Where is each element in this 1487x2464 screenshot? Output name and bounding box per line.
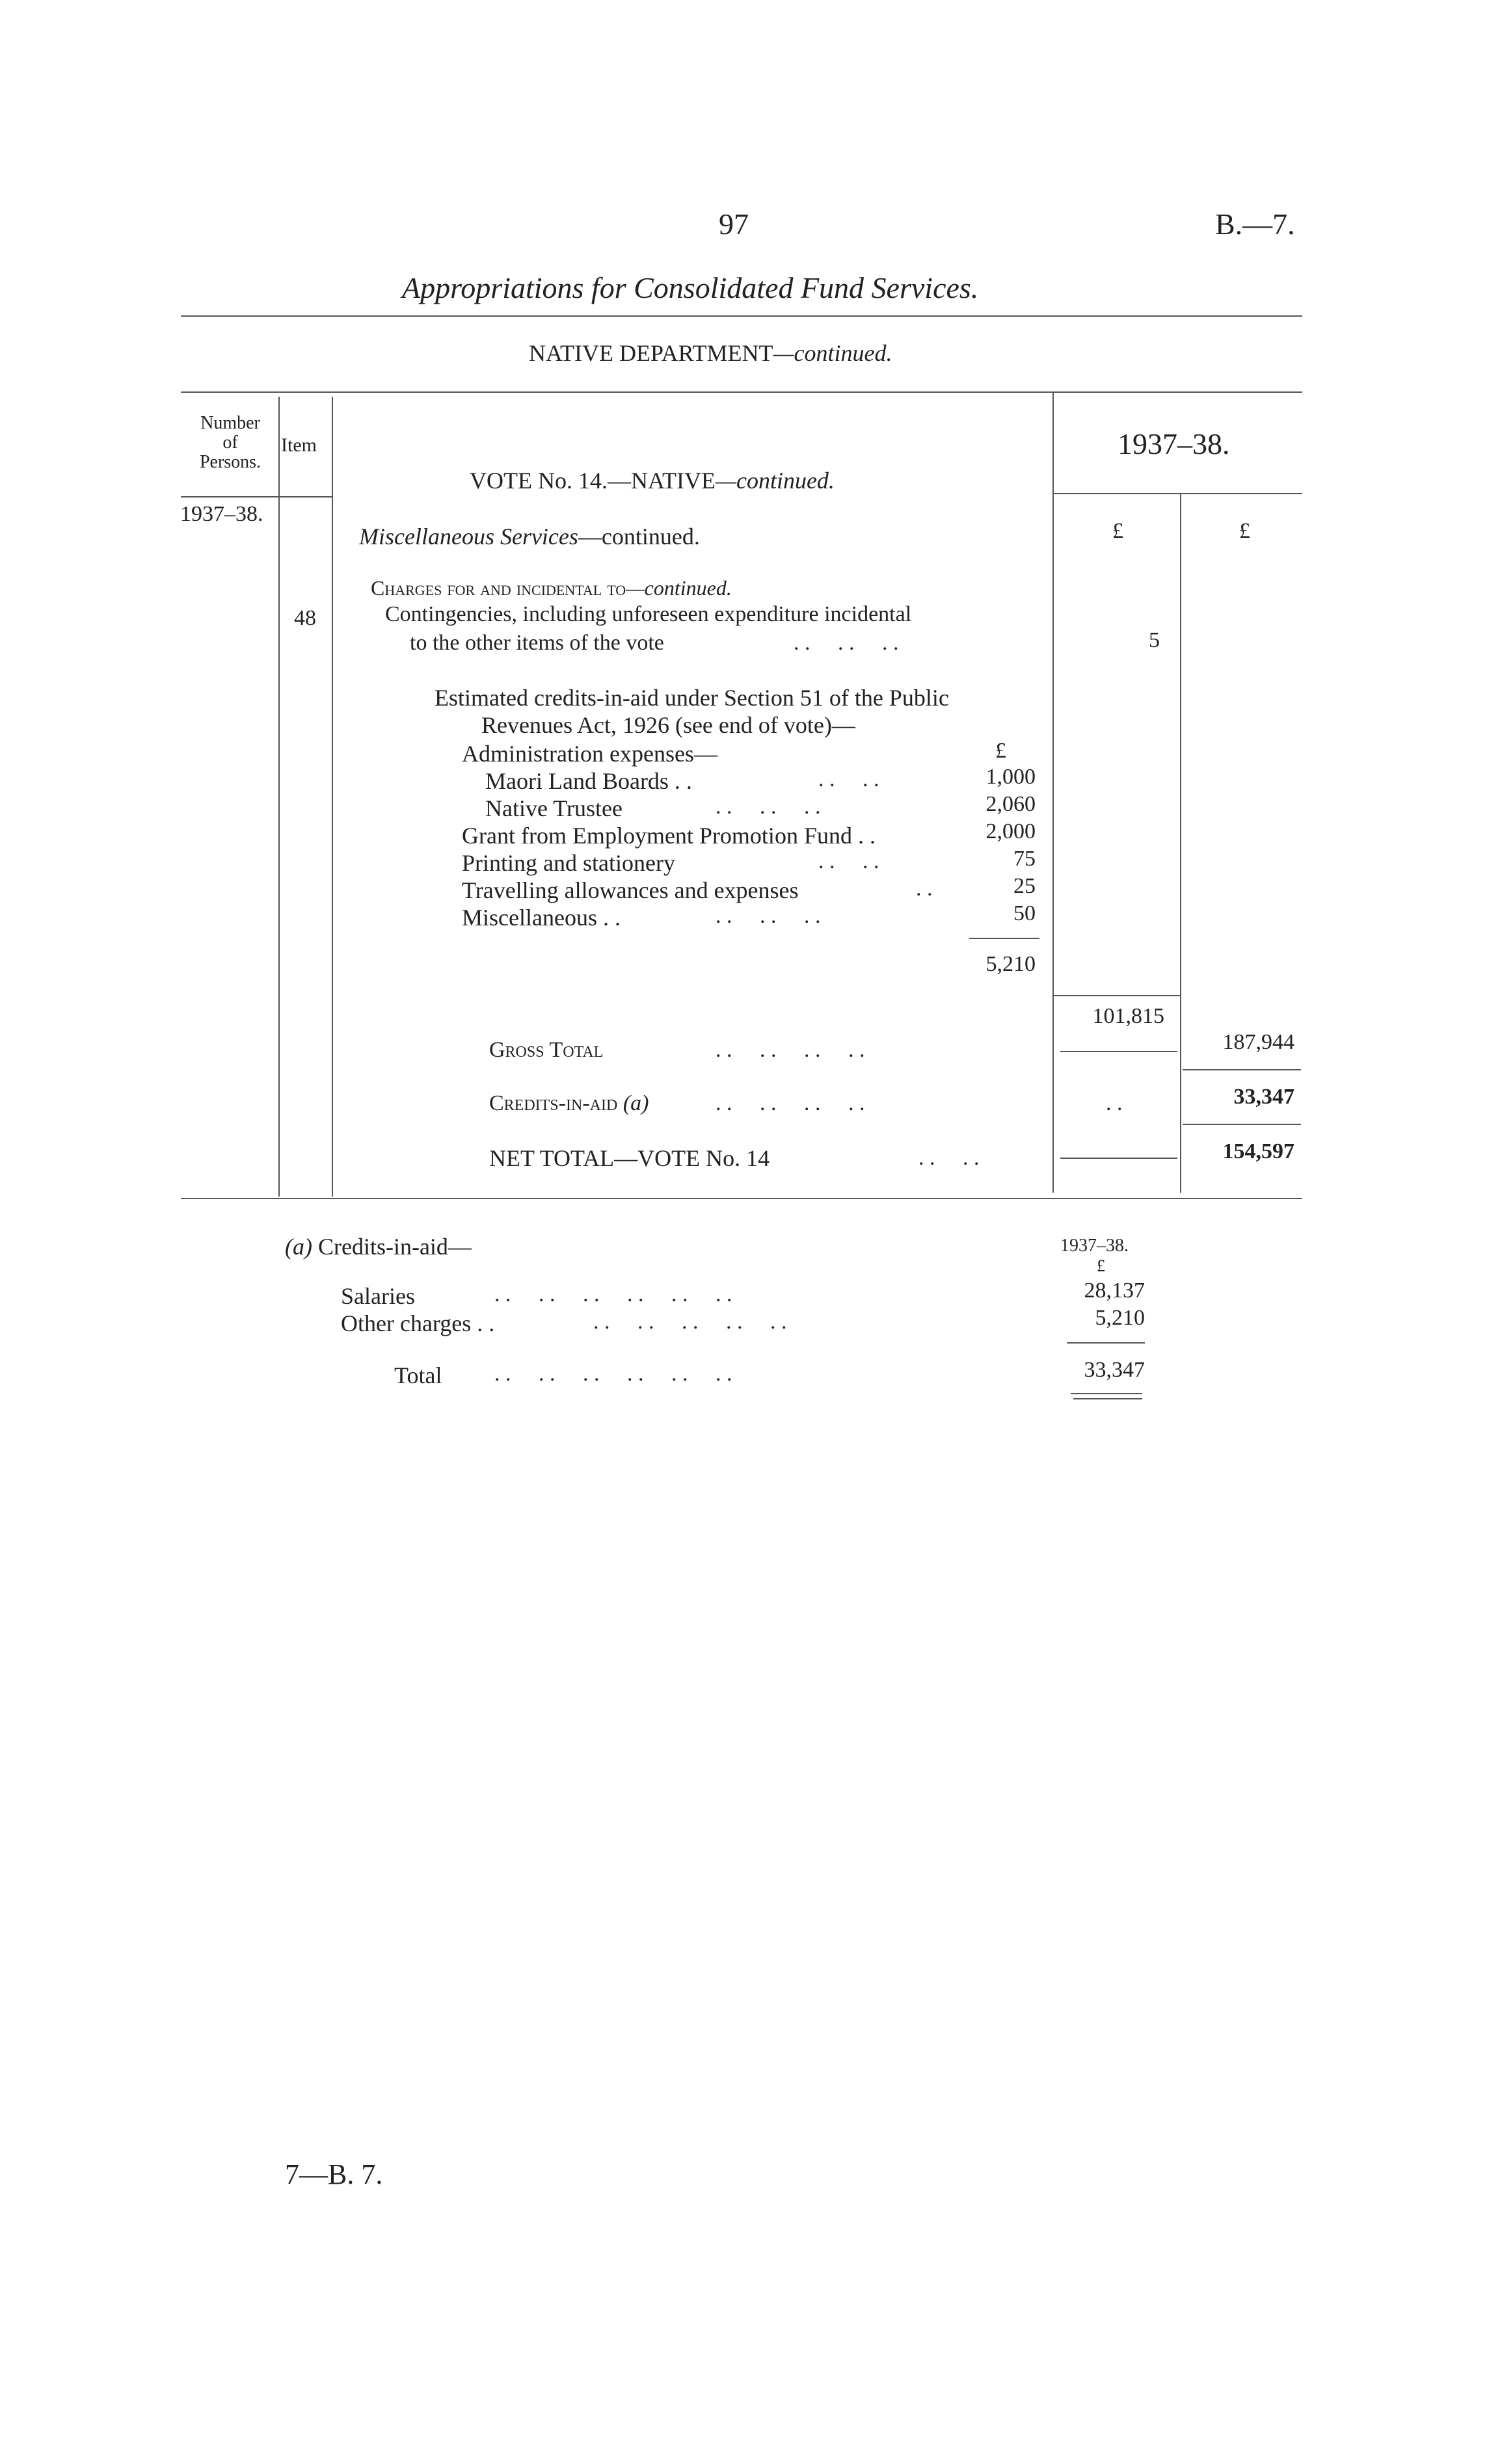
credits-pound-sign: £ [995,739,1006,763]
number-header-line1: Number [200,413,260,433]
misc-services-suffix: —continued. [578,523,700,550]
footnote-row-dots: . . . . . . . . . . [593,1310,787,1334]
item-header: Item [281,434,317,456]
net-total-label: NET TOTAL—VOTE No. 14 [489,1145,770,1171]
department-name: NATIVE DEPARTMENT [529,340,773,366]
credits-in-aid-dots: . . . . . . . . [716,1091,865,1115]
credits-line1: Estimated credits-in-aid under Section 51 of the Public [435,685,949,711]
page-title: Appropriations for Consolidated Fund Services. [402,271,979,304]
charges-heading-text: Charges for and incidental to [371,576,626,600]
footnote-double-rule-1 [1071,1393,1142,1394]
col-divider-item [332,397,333,1197]
footnote-ref: (a) [285,1234,312,1260]
credits-in-aid-label: Credits-in-aid [489,1091,618,1115]
department-heading [529,339,892,367]
credits-item-value: 25 [1013,874,1036,898]
header-rule-right [1052,493,1302,494]
credits-item-value: 1,000 [985,765,1036,789]
header-rule-left [181,496,332,497]
item-number: 48 [294,606,316,630]
persons-year: 1937–38. [180,502,263,526]
credits-in-aid-col1-dots: . . [1106,1091,1123,1115]
footnote-total-label: Total [394,1362,442,1388]
contingencies-line1: Contingencies, including unforeseen expenditure incidental [385,602,912,626]
footnote-row-value: 28,137 [1084,1278,1145,1303]
net-total-rule-col2 [1183,1124,1301,1125]
vote-title-suffix: —continued. [715,468,835,494]
signature-mark: 7—B. 7. [285,2158,383,2190]
footnote-year: 1937–38. [1060,1236,1129,1256]
footnote-total-value: 33,347 [1084,1358,1145,1382]
department-suffix: —continued. [773,340,892,366]
page-number: 97 [719,207,749,241]
number-header-line2: of [222,432,238,453]
credits-item-dots: . . [916,877,933,901]
col-divider-year [1052,393,1054,1193]
credits-item-value: 2,000 [985,819,1036,843]
credits-total: 5,210 [985,952,1036,976]
credits-item-dots: . . . . . . [716,904,821,928]
credits-line2: Revenues Act, 1926 (see end of vote)— [481,712,855,738]
credits-item-label: Native Trustee [485,795,623,821]
credits-item-value: 2,060 [985,792,1036,816]
gross-total-value: 187,944 [1222,1030,1294,1054]
subtotal-value: 101,815 [1092,1004,1164,1028]
credits-in-aid-row [489,1091,649,1116]
vote-title-text: VOTE No. 14.—NATIVE [470,468,716,494]
credits-item-value: 50 [1013,901,1036,925]
credits-in-aid-value: 33,347 [1233,1085,1294,1109]
footnote-total-dots: . . . . . . . . . . . . [494,1362,732,1386]
credits-item-dots: . . . . [818,849,879,873]
year-header: 1937–38. [1118,427,1230,460]
footnote-pound-sign: £ [1097,1256,1105,1275]
footnote-row-label: Salaries [341,1283,415,1309]
number-header-line3: Persons. [199,452,261,472]
footnote-row-label: Other charges . . [341,1310,495,1336]
footnote-total-rule [1067,1342,1145,1344]
pound-sign-col1: £ [1112,519,1123,543]
gross-total-rule-col1 [1060,1051,1177,1052]
contingencies-line2: to the other items of the vote [410,631,664,655]
credits-item-value: 75 [1013,847,1036,871]
footnote-row-dots: . . . . . . . . . . . . [494,1282,732,1306]
vote-title [470,467,835,494]
table-top-rule [181,391,1302,393]
credits-item-label: Printing and stationery [462,850,675,876]
charges-heading-suffix: —continued. [626,576,732,600]
credits-in-aid-ref: (a) [623,1091,649,1115]
misc-services-text: Miscellaneous Services [359,523,578,550]
net-total-rule-col1 [1060,1158,1177,1159]
credits-item-dots: . . . . . . [716,795,821,819]
credits-item-label: Travelling allowances and expenses [462,877,799,903]
misc-services-heading [359,523,700,550]
credits-subtotal-rule [969,938,1039,939]
subtotal-rule [1052,995,1180,996]
number-of-persons-header [182,414,278,472]
footnote-double-rule-2 [1073,1398,1142,1399]
pound-sign-col2: £ [1239,519,1250,543]
credits-item-label: Grant from Employment Promotion Fund . . [462,823,876,849]
title-rule [181,315,1302,317]
footnote-heading-text: Credits-in-aid— [317,1234,472,1260]
contingencies-value: 5 [1149,628,1160,652]
col-divider-year-split [1180,494,1181,1193]
table-bottom-rule [181,1198,1302,1199]
credits-item-label: Administration expenses— [462,741,717,767]
gross-total-label: Gross Total [489,1038,604,1062]
net-total-dots: . . . . [918,1146,980,1170]
footnote-row-value: 5,210 [1095,1306,1145,1330]
document-reference: B.—7. [1215,207,1295,241]
gross-total-rule-col2 [1183,1069,1301,1070]
contingencies-dots: . . . . . . [794,631,899,655]
charges-heading [371,576,732,600]
credits-item-dots: . . . . [818,767,879,791]
footnote-heading [285,1233,472,1260]
col-divider-number [278,397,280,1197]
credits-item-label: Miscellaneous . . [462,905,621,931]
net-total-value: 154,597 [1222,1139,1294,1163]
gross-total-dots: . . . . . . . . [716,1038,865,1062]
credits-item-label: Maori Land Boards . . [485,768,692,794]
